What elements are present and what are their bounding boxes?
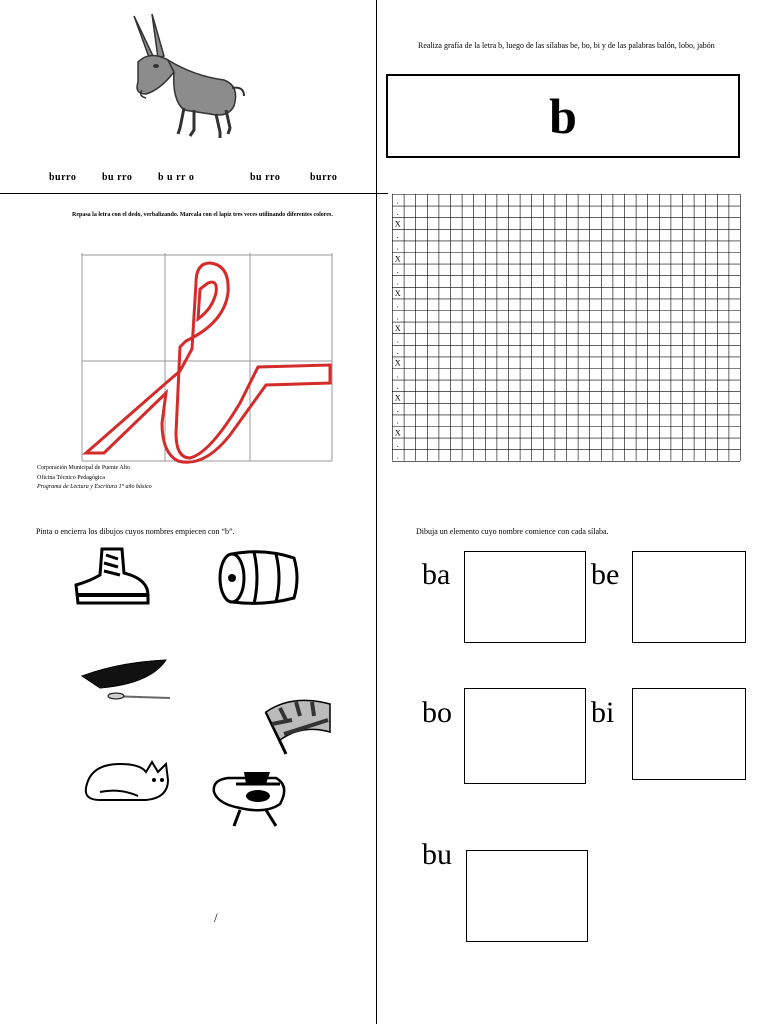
grid-row-label: .	[396, 335, 399, 345]
grid-row-label: .	[396, 381, 399, 391]
draw-box-ba[interactable]	[464, 551, 586, 643]
word-5: burro	[310, 172, 338, 183]
grid-row-label: .	[396, 242, 399, 252]
draw-box-be[interactable]	[632, 551, 746, 643]
word-1: burro	[49, 172, 77, 183]
syllable-ba: ba	[422, 558, 451, 591]
row-divider	[0, 193, 388, 194]
grid-row-label: .	[396, 196, 399, 206]
grid-row-label: .	[396, 312, 399, 322]
syllable-bu: bu	[422, 838, 452, 871]
writing-grid	[392, 194, 742, 464]
grid-row-label: X	[394, 323, 401, 333]
grid-row-label: .	[396, 207, 399, 217]
grid-row-label: .	[396, 439, 399, 449]
word-2: bu rro	[102, 172, 133, 183]
donkey-icon	[124, 10, 250, 142]
letter-box	[386, 74, 740, 158]
grid-row-label: X	[394, 219, 401, 229]
checkered-flag-icon	[262, 690, 336, 756]
canoe-icon	[80, 658, 172, 706]
instruction-draw: Dibuja un elemento cuyo nombre comience con cada sílaba.	[416, 527, 609, 536]
footer-line1: Corporación Municipal de Puente Alto	[37, 465, 130, 471]
word-3: b u rr o	[158, 172, 195, 183]
instruction-trace: Repasa la letra con el dedo, verbalizando. Marcala con el lapiz tres veces utilinando diferentes colores.	[72, 212, 333, 218]
syllable-be: be	[591, 558, 620, 591]
instruction-paint: Pinta o encierra los dibujos cuyos nombres empiecen con “b”.	[36, 527, 235, 536]
grid-row-label: .	[396, 405, 399, 415]
big-letter: b	[549, 88, 577, 144]
cat-icon	[80, 758, 172, 804]
column-divider	[376, 0, 377, 1024]
grid-row-label: .	[396, 370, 399, 380]
footer-line2: Oficina Técnico Pedagógica	[37, 475, 105, 481]
syllable-bi: bi	[591, 696, 615, 729]
grid-row-label: X	[394, 358, 401, 368]
trace-letter-panel	[80, 253, 334, 465]
grid-row-label: X	[394, 428, 401, 438]
stray-mark: /	[214, 910, 218, 925]
draw-box-bu[interactable]	[466, 850, 588, 942]
grid-row-label: X	[394, 289, 401, 299]
grid-row-label: .	[396, 265, 399, 275]
footer-line3: Programa de Lectura y Escritura 1° año básico	[37, 484, 152, 490]
syllable-bo: bo	[422, 696, 452, 729]
grid-row-label: .	[396, 347, 399, 357]
grid-row-label: .	[396, 451, 399, 461]
grid-row-label: .	[396, 300, 399, 310]
grid-row-label: X	[394, 254, 401, 264]
grid-row-label: .	[396, 277, 399, 287]
grid-row-label: .	[396, 231, 399, 241]
bean-character-icon	[210, 768, 294, 830]
grid-row-label: .	[396, 416, 399, 426]
grid-row-label: X	[394, 393, 401, 403]
word-4: bu rro	[250, 172, 281, 183]
boot-icon	[72, 545, 152, 609]
draw-box-bi[interactable]	[632, 688, 746, 780]
draw-box-bo[interactable]	[464, 688, 586, 784]
instruction-top-right: Realiza grafía de la letra b, luego de las sílabas be, bo, bi y de las palabras balón, lobo, jabón	[418, 41, 715, 50]
barrel-icon	[214, 548, 300, 606]
